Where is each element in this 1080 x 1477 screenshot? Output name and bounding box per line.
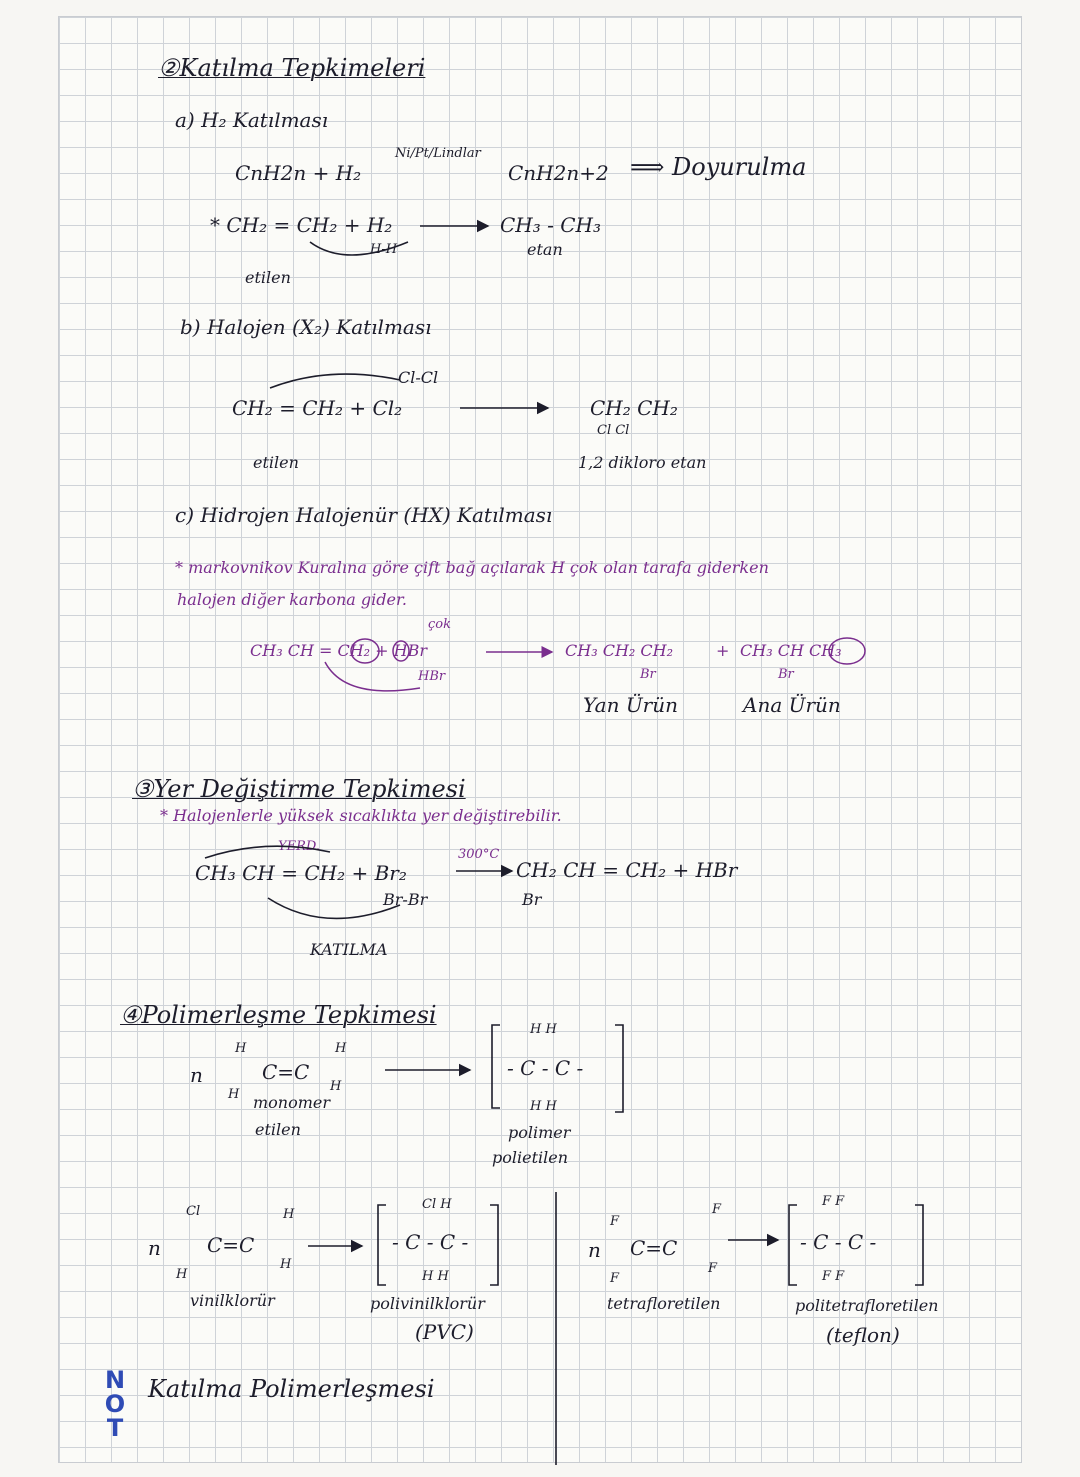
pvc-chain: - C - C - <box>392 1230 469 1254</box>
vinyl-h: H <box>280 1257 292 1272</box>
pvc-top: Cl H <box>422 1197 452 1212</box>
substitution-reactants: CH₃ CH = CH₂ + Br₂ <box>195 861 407 885</box>
polyethylene-top: H H <box>530 1022 557 1037</box>
cok-label: çok <box>428 617 451 632</box>
ptfe-chain: - C - C - <box>800 1230 877 1254</box>
cl-addition-curve <box>270 374 400 388</box>
ethylene-h: H <box>228 1087 240 1102</box>
cl-cl-label: Cl-Cl <box>398 368 439 387</box>
h-circle <box>393 641 409 661</box>
section-2a-title: a) H₂ Katılması <box>175 108 329 132</box>
ethylene-h: H <box>335 1041 347 1056</box>
main-product-label: Ana Ürün <box>743 693 841 717</box>
not-letter: O <box>104 1390 126 1418</box>
doyurulma-label: ⟹ Doyurulma <box>630 153 807 181</box>
ch3-circle <box>829 638 865 664</box>
katilma-curve <box>268 898 400 918</box>
pvc-bracket-right <box>490 1205 498 1285</box>
polyethylene-name: polietilen <box>492 1148 569 1167</box>
section-2-title: ②Katılma Tepkimeleri <box>158 54 426 82</box>
vinyl-h: H <box>176 1267 188 1282</box>
polymer-bracket-left <box>492 1025 500 1108</box>
markovnikov-curve <box>325 662 420 691</box>
tetrafluoroethylene-name: tetrafloretilen <box>607 1294 721 1313</box>
section-2c-title: c) Hidrojen Halojenür (HX) Katılması <box>175 503 553 527</box>
addition-polymerization-note: Katılma Polimerleşmesi <box>148 1375 435 1403</box>
substitution-br: Br <box>522 890 542 909</box>
pvc-name: polivinilklorür <box>370 1294 485 1313</box>
general-h2-product: CnH2n+2 <box>508 161 609 185</box>
polymer-label: polimer <box>508 1123 571 1142</box>
polyethylene-chain: - C - C - <box>507 1056 584 1080</box>
not-letter: T <box>106 1414 124 1442</box>
plus-sign: + <box>716 641 730 660</box>
br-br-label: Br-Br <box>383 890 428 909</box>
main-product-br: Br <box>778 667 794 682</box>
n-coefficient-2: n <box>148 1236 161 1260</box>
dichloroethane-formula: CH₂ CH₂ <box>590 396 678 420</box>
ethane-name: etan <box>527 240 563 259</box>
main-product-formula: CH₃ CH CH₃ <box>740 641 842 660</box>
tfe-f: F <box>610 1214 620 1229</box>
substitution-products: CH₂ CH = CH₂ + HBr <box>516 858 738 882</box>
dichloroethane-name: 1,2 dikloro etan <box>578 453 707 472</box>
yerd-label: YERD. <box>278 839 320 854</box>
tfe-f: F <box>712 1202 722 1217</box>
ptfe-bottom: F F <box>822 1269 845 1284</box>
vinyl-h: H <box>283 1207 295 1222</box>
pvc-bottom: H H <box>422 1269 449 1284</box>
halogen-reactants: CH₂ = CH₂ + Cl₂ <box>232 396 403 420</box>
ethylene-name-4: etilen <box>255 1120 301 1139</box>
tfe-f: F <box>610 1271 620 1286</box>
vinyl-chloride-name: vinilklorür <box>190 1291 275 1310</box>
markovnikov-rule-line-2: halojen diğer karbona gider. <box>177 590 407 609</box>
polyethylene-bottom: H H <box>530 1099 557 1114</box>
ethylene-h: H <box>235 1041 247 1056</box>
ptfe-top: F F <box>822 1194 845 1209</box>
markovnikov-rule-line-1: * markovnikov Kuralına göre çift bağ açılarak H çok olan tarafa giderken <box>175 558 769 577</box>
tfe-f: F <box>708 1261 718 1276</box>
monomer-label: monomer <box>253 1093 331 1112</box>
side-product-label: Yan Ürün <box>583 693 678 717</box>
not-letter: N <box>104 1366 126 1394</box>
h-h-label: H-H <box>370 242 398 257</box>
ch2-circle <box>351 639 379 663</box>
vinyl-cl: Cl <box>186 1204 201 1219</box>
ptfe-name: politetrafloretilen <box>795 1296 939 1315</box>
teflon-label: (teflon) <box>826 1323 900 1347</box>
side-product-formula: CH₃ CH₂ CH₂ <box>565 641 673 660</box>
ethylene-core: C=C <box>262 1060 310 1084</box>
dichloroethane-cl: Cl Cl <box>597 423 630 438</box>
section-4-title: ④Polimerleşme Tepkimesi <box>120 1001 437 1029</box>
polymer-bracket-right <box>615 1025 623 1112</box>
n-coefficient: n <box>190 1063 203 1087</box>
vinyl-core: C=C <box>207 1233 255 1257</box>
substitution-curve <box>205 846 330 858</box>
katilma-label: KATILMA <box>310 940 388 959</box>
general-h2-reactants: CnH2n + H₂ <box>235 161 362 185</box>
substitution-note: * Halojenlerle yüksek sıcaklıkta yer değiştirebilir. <box>160 806 562 825</box>
tfe-core: C=C <box>630 1236 678 1260</box>
pvc-abbr: (PVC) <box>415 1320 474 1344</box>
ptfe-bracket-right <box>915 1205 923 1285</box>
pvc-bracket-left <box>378 1205 386 1285</box>
temperature-label: 300°C <box>458 847 500 862</box>
section-2b-title: b) Halojen (X₂) Katılması <box>180 315 432 339</box>
ethylene-h: H <box>330 1079 342 1094</box>
ptfe-bracket-left <box>789 1205 797 1285</box>
side-product-br: Br <box>640 667 656 682</box>
h2-addition-curve <box>310 242 408 255</box>
ethylene-h2-reactants: * CH₂ = CH₂ + H₂ <box>210 213 393 237</box>
section-3-title: ③Yer Değiştirme Tepkimesi <box>132 775 466 803</box>
ethane-formula: CH₃ - CH₃ <box>500 213 601 237</box>
propene-hbr-reactants: CH₃ CH = CH₂ + HBr <box>250 641 428 660</box>
n-coefficient-3: n <box>588 1238 601 1262</box>
hbr-label: HBr <box>418 669 446 684</box>
ethylene-name: etilen <box>245 268 291 287</box>
catalyst-label: Ni/Pt/Lindlar <box>395 146 481 161</box>
ethylene-name-b: etilen <box>253 453 299 472</box>
